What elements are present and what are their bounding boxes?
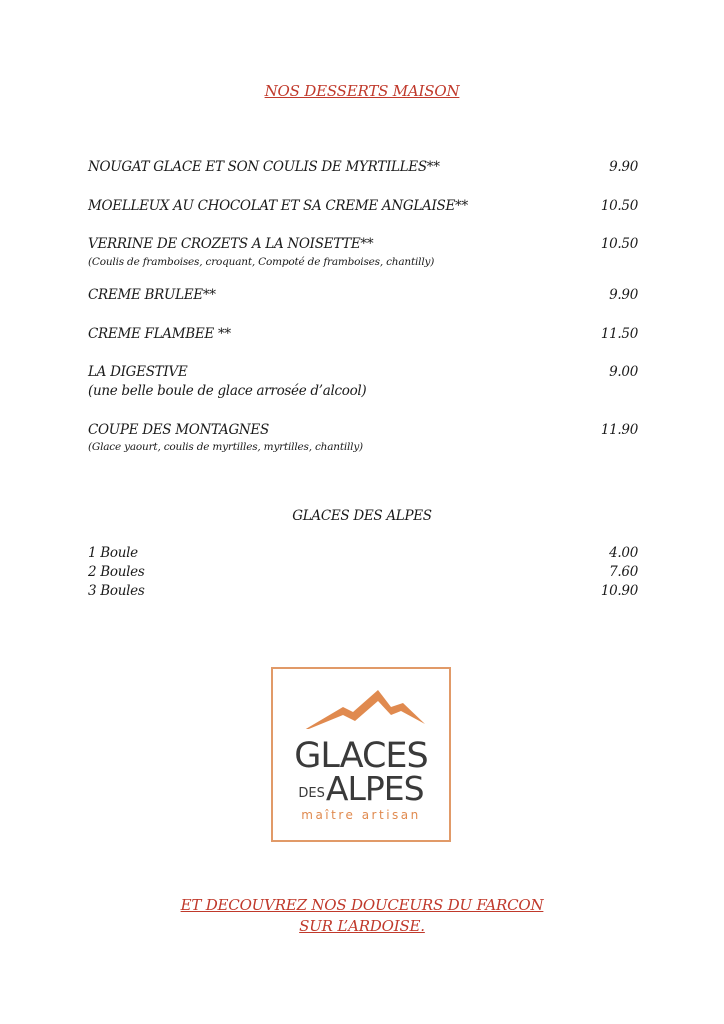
glace-name: 3 Boules <box>88 583 145 599</box>
dessert-name: LA DIGESTIVE <box>88 364 188 380</box>
glace-item <box>88 563 638 581</box>
glace-item <box>88 582 638 600</box>
dessert-name: NOUGAT GLACE ET SON COULIS DE MYRTILLES** <box>88 159 440 175</box>
glace-item <box>88 544 638 562</box>
logo-des: DES <box>298 786 325 801</box>
glace-price: 7.60 <box>609 564 638 580</box>
footer-line-2: SUR L’ARDOISE. <box>299 917 425 935</box>
glace-name: 1 Boule <box>88 545 138 561</box>
dessert-price: 10.50 <box>600 236 638 252</box>
section-title: GLACES DES ALPES <box>292 508 432 524</box>
dessert-name: MOELLEUX AU CHOCOLAT ET SA CREME ANGLAISE** <box>88 198 468 214</box>
dessert-item <box>88 363 638 381</box>
dessert-item <box>88 158 638 176</box>
menu-title: NOS DESSERTS MAISON <box>264 82 460 100</box>
glace-price: 4.00 <box>609 545 638 561</box>
dessert-description: (une belle boule de glace arrosée d’alcool) <box>88 383 367 399</box>
dessert-description: (Glace yaourt, coulis de myrtilles, myrtilles, chantilly) <box>88 441 363 453</box>
dessert-price: 9.90 <box>609 159 638 175</box>
logo-line-des-alpes <box>273 769 449 810</box>
dessert-price: 9.90 <box>609 287 638 303</box>
dessert-price: 10.50 <box>600 198 638 214</box>
dessert-price: 11.90 <box>600 422 638 438</box>
dessert-item <box>88 235 638 253</box>
logo-line-glaces: GLACES <box>294 736 428 776</box>
dessert-item <box>88 325 638 343</box>
dessert-name: CREME BRULEE** <box>88 287 216 303</box>
logo-tagline: maître artisan <box>301 808 421 822</box>
dessert-price: 9.00 <box>609 364 638 380</box>
brand-logo <box>271 667 451 842</box>
dessert-item <box>88 421 638 439</box>
dessert-price: 11.50 <box>600 326 638 342</box>
dessert-item <box>88 197 638 215</box>
dessert-name: CREME FLAMBEE ** <box>88 326 231 342</box>
dessert-name: COUPE DES MONTAGNES <box>88 422 269 438</box>
dessert-name: VERRINE DE CROZETS A LA NOISETTE** <box>88 236 374 252</box>
logo-alpes: ALPES <box>325 769 424 808</box>
glace-name: 2 Boules <box>88 564 145 580</box>
dessert-item <box>88 286 638 304</box>
footer-line-1: ET DECOUVREZ NOS DOUCEURS DU FARCON <box>180 896 544 914</box>
glace-price: 10.90 <box>600 583 638 599</box>
footer-note <box>0 895 724 937</box>
dessert-description: (Coulis de framboises, croquant, Compoté de framboises, chantilly) <box>88 256 435 268</box>
mountain-icon <box>273 669 449 729</box>
